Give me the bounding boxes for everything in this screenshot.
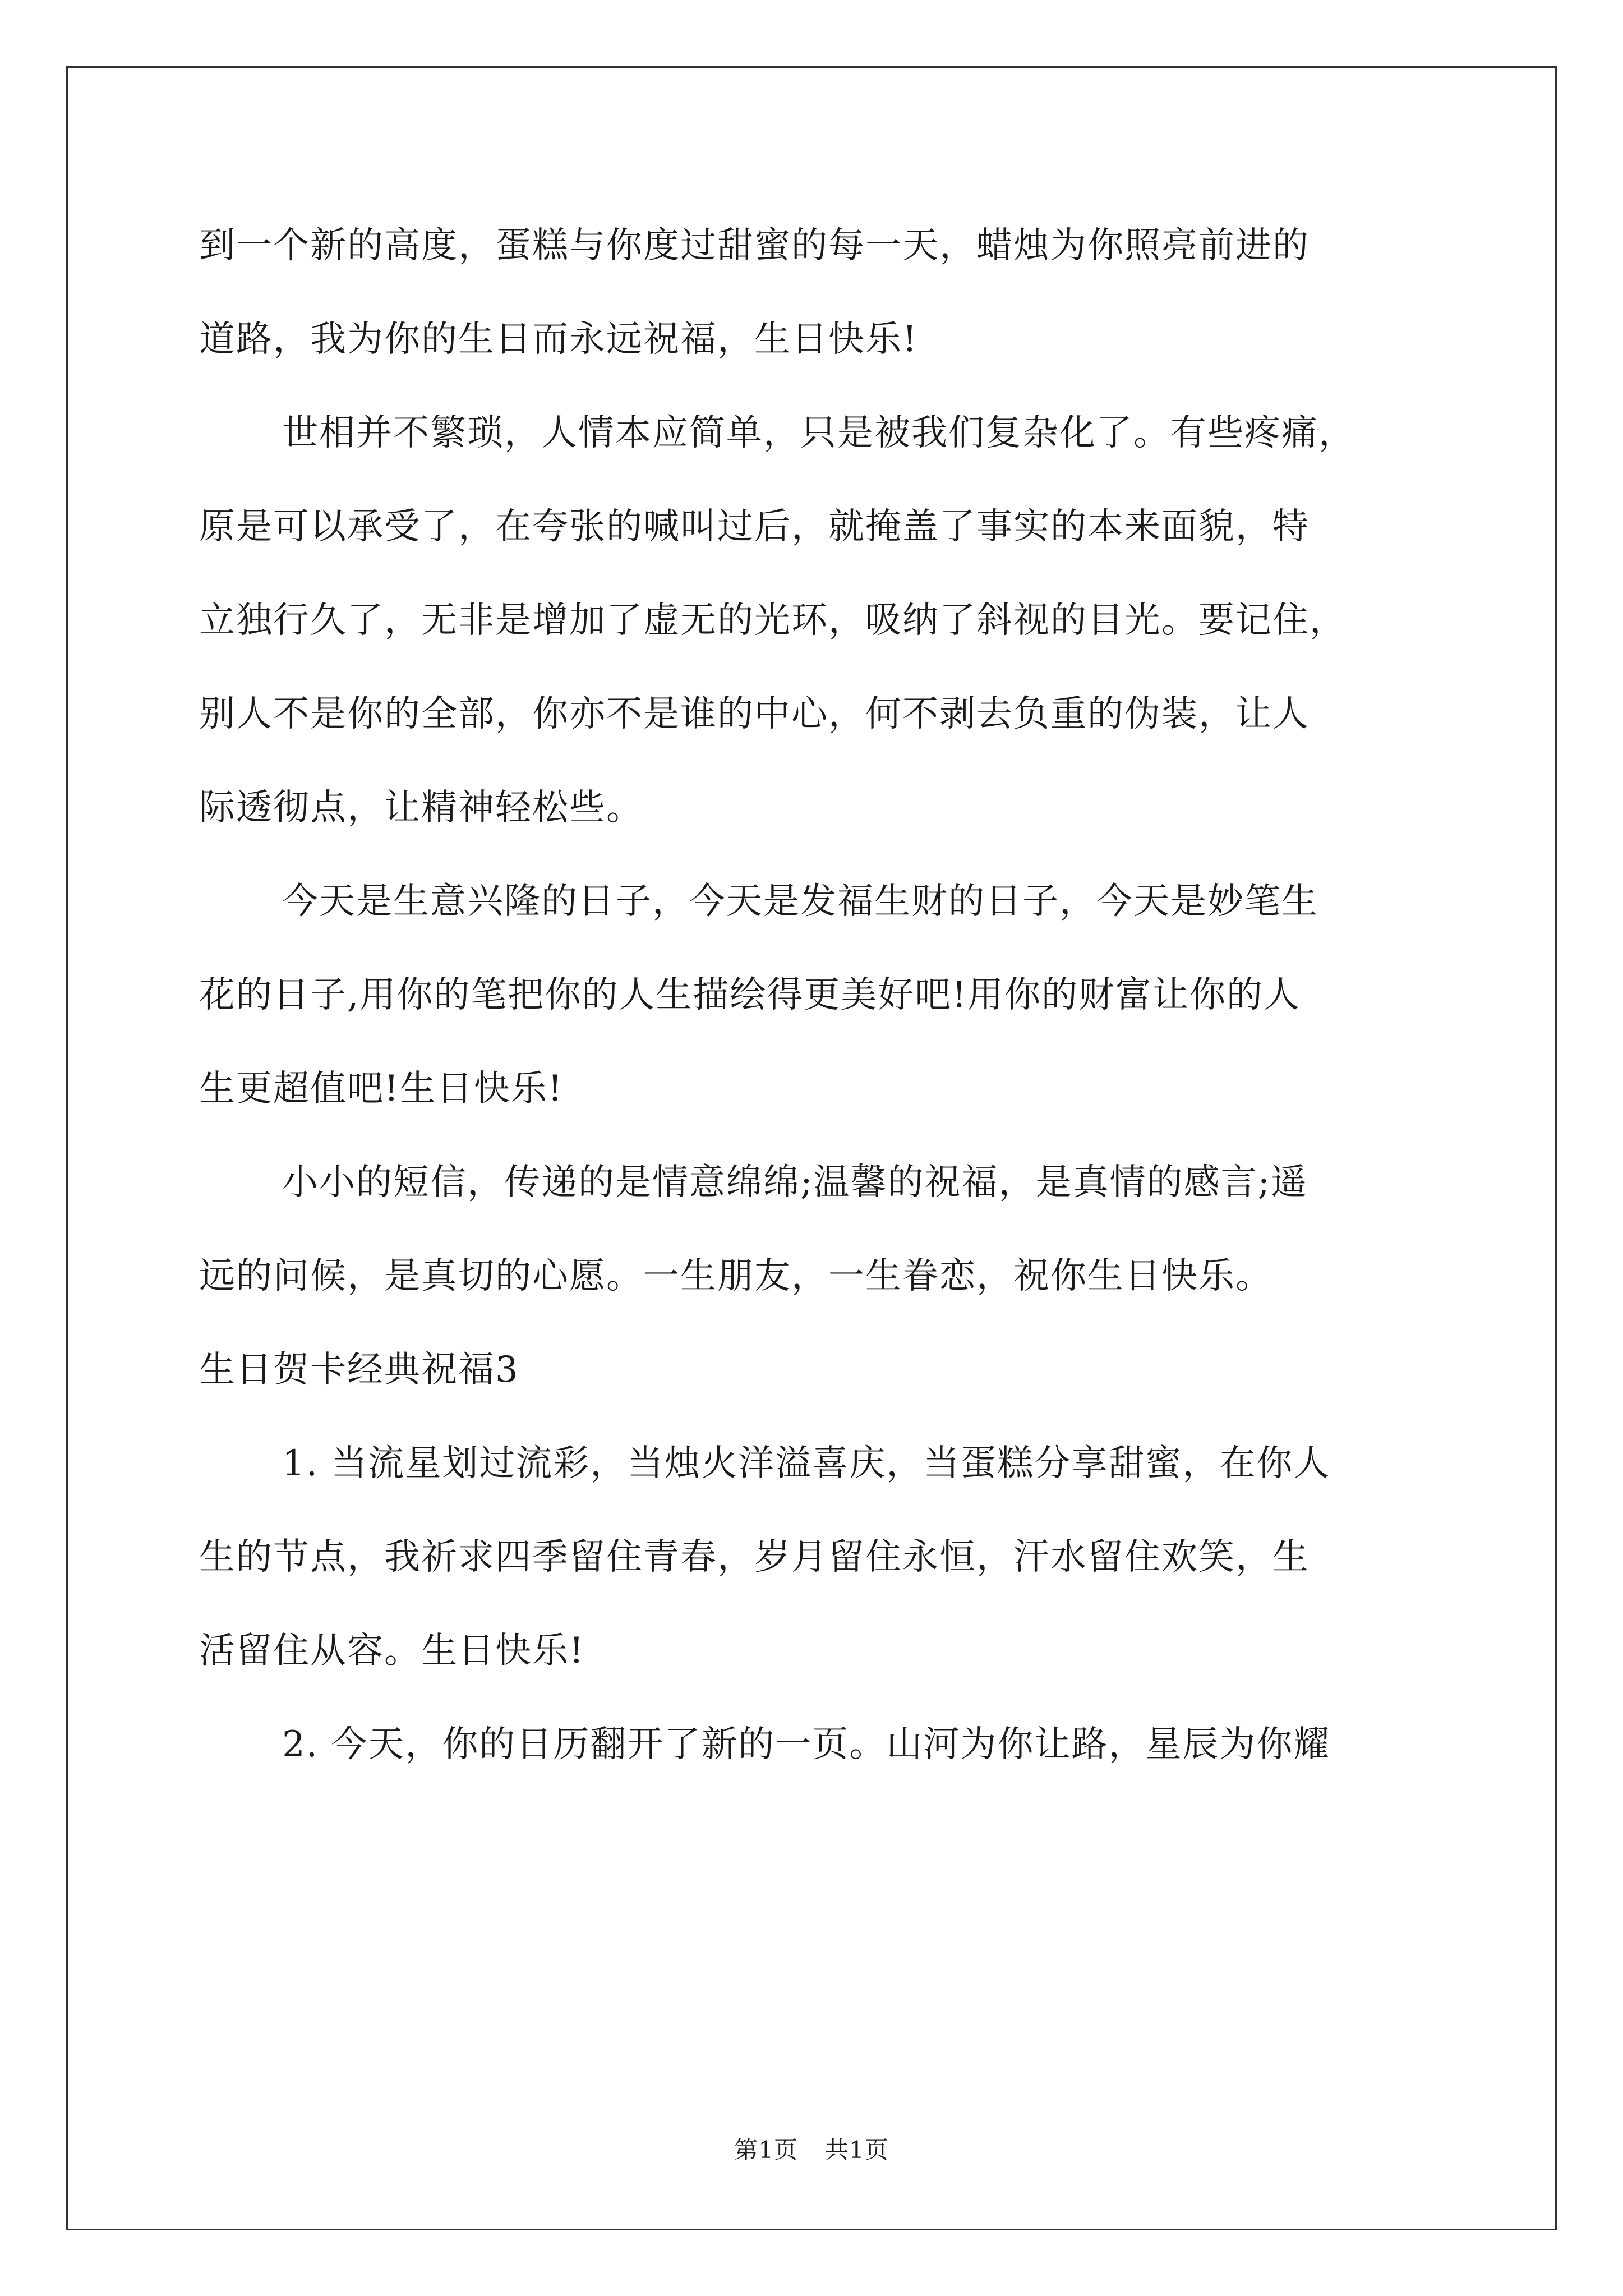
list-item-start-line: 2. 今天，你的日历翻开了新的一页。山河为你让路，星辰为你耀: [282, 1724, 1331, 1765]
text-line: 原是可以承受了，在夸张的喊叫过后，就掩盖了事实的本来面貌，特: [199, 506, 1310, 547]
total-pages: 共1页: [825, 2136, 889, 2164]
text-line: 立独行久了，无非是增加了虚无的光环，吸纳了斜视的目光。要记住，: [199, 600, 1347, 641]
paragraph-start-line: 小小的短信，传递的是情意绵绵;温馨的祝福，是真情的感言;遥: [282, 1162, 1308, 1203]
text-line: 际透彻点，让精神轻松些。: [199, 787, 643, 829]
text-line: 别人不是你的全部，你亦不是谁的中心，何不剥去负重的伪装，让人: [199, 693, 1310, 735]
page-footer: [0, 2132, 1623, 2165]
text-line: 生的节点，我祈求四季留住青春，岁月留住永恒，汗水留住欢笑，生: [199, 1536, 1310, 1578]
text-line: 远的问候，是真切的心愿。一生朋友，一生眷恋，祝你生日快乐。: [199, 1255, 1272, 1297]
document-body: [199, 199, 1444, 1792]
text-line: 活留住从容。生日快乐!: [199, 1630, 585, 1672]
text-line: 道路，我为你的生日而永远祝福，生日快乐!: [199, 319, 918, 360]
text-line: 花的日子,用你的笔把你的人生描绘得更美好吧!用你的财富让你的人: [199, 974, 1301, 1016]
paragraph-start-line: 世相并不繁琐，人情本应简单，只是被我们复杂化了。有些疼痛，: [282, 412, 1355, 454]
text-line: 到一个新的高度，蛋糕与你度过甜蜜的每一天，蜡烛为你照亮前进的: [199, 225, 1310, 266]
text-line: 生更超值吧!生日快乐!: [199, 1068, 564, 1110]
list-item-start-line: 1. 当流星划过流彩，当烛火洋溢喜庆，当蛋糕分享甜蜜，在你人: [282, 1443, 1331, 1484]
section-heading: 生日贺卡经典祝福3: [199, 1349, 519, 1391]
paragraph-start-line: 今天是生意兴隆的日子，今天是发福生财的日子，今天是妙笔生: [282, 881, 1318, 922]
page-number: 第1页: [734, 2136, 798, 2164]
